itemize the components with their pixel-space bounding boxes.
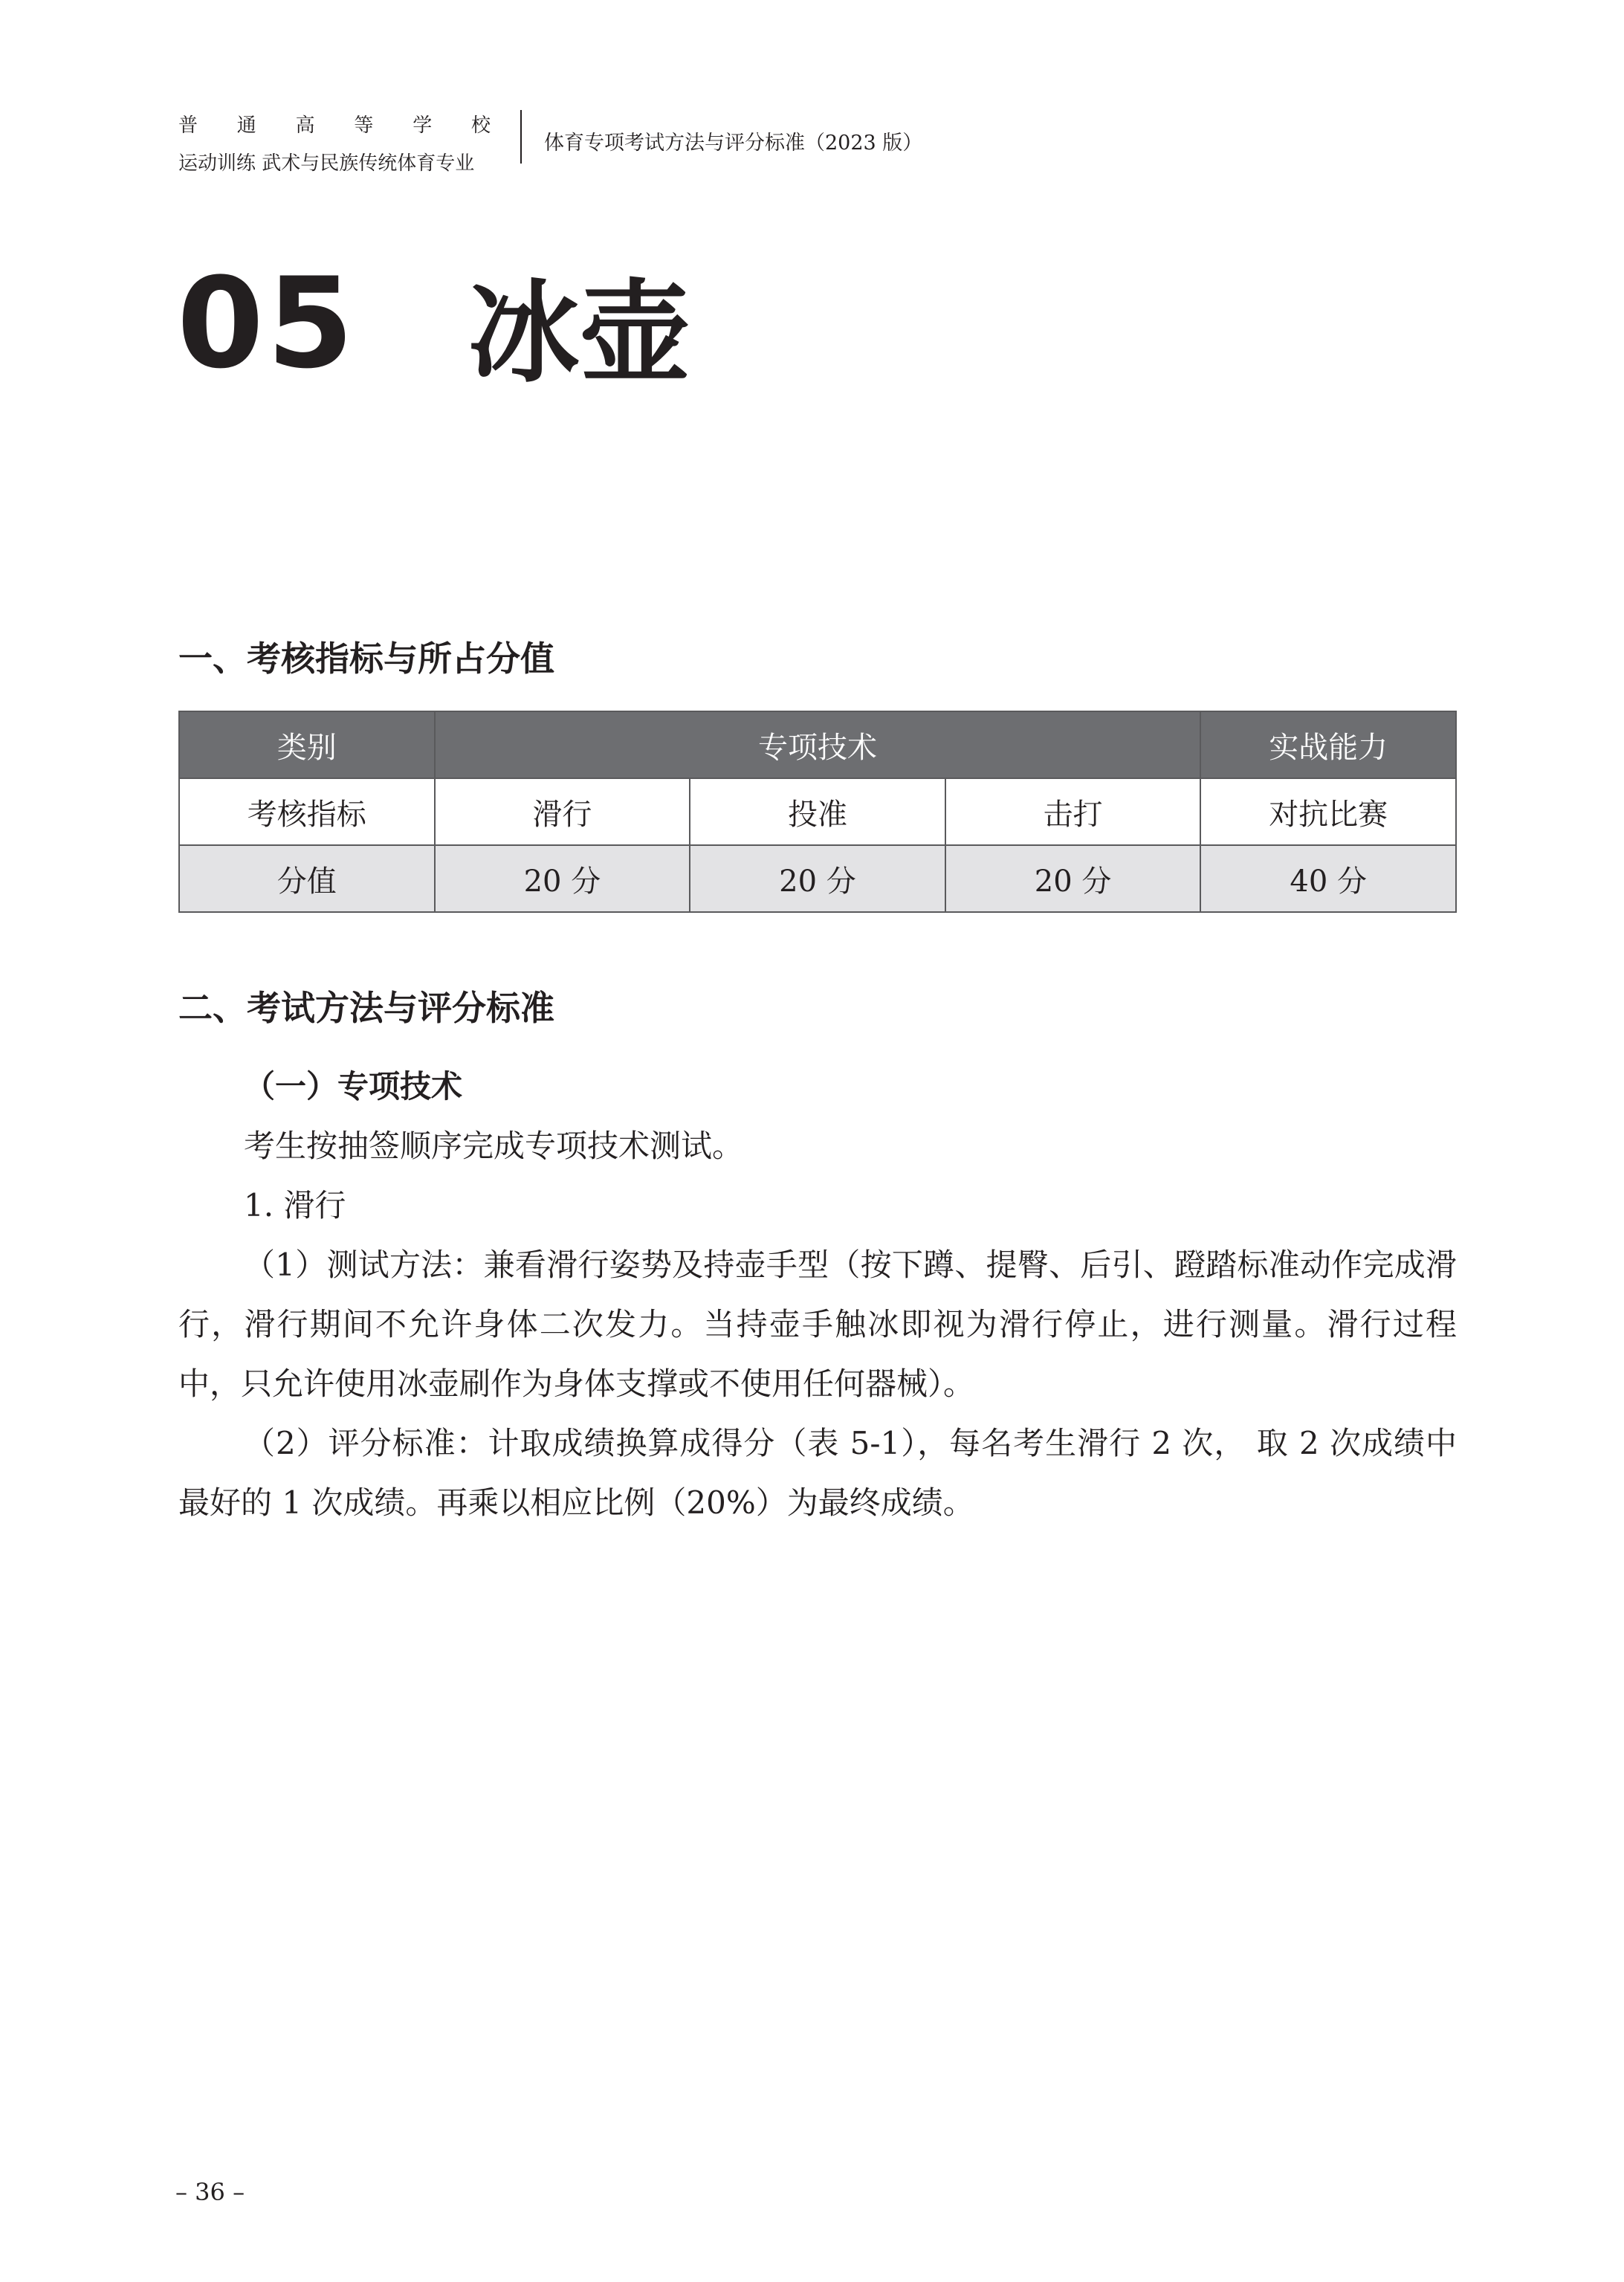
- table-cell: 20 分: [435, 845, 690, 912]
- book-title: 体育专项考试方法与评分标准（2023 版）: [544, 132, 923, 155]
- school-char: 高: [295, 114, 315, 137]
- table-cell: 专项技术: [435, 711, 1201, 778]
- table-row: [179, 778, 1456, 845]
- header-divider: [520, 110, 522, 164]
- scoring-paragraph: （2）评分标准：计取成绩换算成得分（表 5-1），每名考生滑行 2 次， 取 2 次成绩中最好的 1 次成绩。再乘以相应比例（20%）为最终成绩。: [178, 1425, 1457, 1521]
- test-method-paragraph: （1）测试方法：兼看滑行姿势及持壶手型（按下蹲、提臀、后引、蹬踏标准动作完成滑行，滑行期间不允许身体二次发力。当持壶手触冰即视为滑行停止，进行测量。滑行过程中，只允许使用冰壶刷作为身体支撑或不使用任何器械）。: [178, 1247, 1457, 1402]
- school-name: [178, 110, 491, 138]
- table-cell: 击打: [945, 778, 1201, 845]
- table-cell: 滑行: [435, 778, 690, 845]
- page-number: – 36 –: [175, 2178, 245, 2206]
- chapter-heading: [177, 250, 691, 398]
- section-heading-2: 二、考试方法与评分标准: [178, 988, 554, 1028]
- section-heading-1: 一、考核指标与所占分值: [178, 639, 554, 679]
- table-row: [179, 845, 1456, 912]
- school-char: 等: [354, 114, 374, 137]
- table-cell: 投准: [690, 778, 945, 845]
- table-cell: 考核指标: [179, 778, 435, 845]
- table-cell: 40 分: [1200, 845, 1456, 912]
- table-cell: 对抗比赛: [1200, 778, 1456, 845]
- school-char: 校: [470, 114, 491, 137]
- school-char: 通: [236, 114, 256, 137]
- item-heading: 1. 滑行: [244, 1187, 346, 1224]
- table-cell: 20 分: [690, 845, 945, 912]
- table-cell: 20 分: [945, 845, 1201, 912]
- table-header-row: [179, 711, 1456, 778]
- table-cell: 分值: [179, 845, 435, 912]
- chapter-number: 05: [177, 250, 357, 396]
- table-cell: 实战能力: [1200, 711, 1456, 778]
- intro-paragraph: 考生按抽签顺序完成专项技术测试。: [244, 1128, 744, 1164]
- chapter-title: 冰壶: [468, 269, 691, 398]
- running-header: [178, 110, 513, 175]
- section-body: [178, 1057, 1457, 1533]
- score-table: [178, 711, 1457, 913]
- subheading: （一）专项技术: [244, 1068, 463, 1105]
- major-name: 运动训练 武术与民族传统体育专业: [178, 152, 475, 175]
- school-char: 学: [413, 114, 433, 137]
- school-char: 普: [178, 114, 198, 137]
- table-cell: 类别: [179, 711, 435, 778]
